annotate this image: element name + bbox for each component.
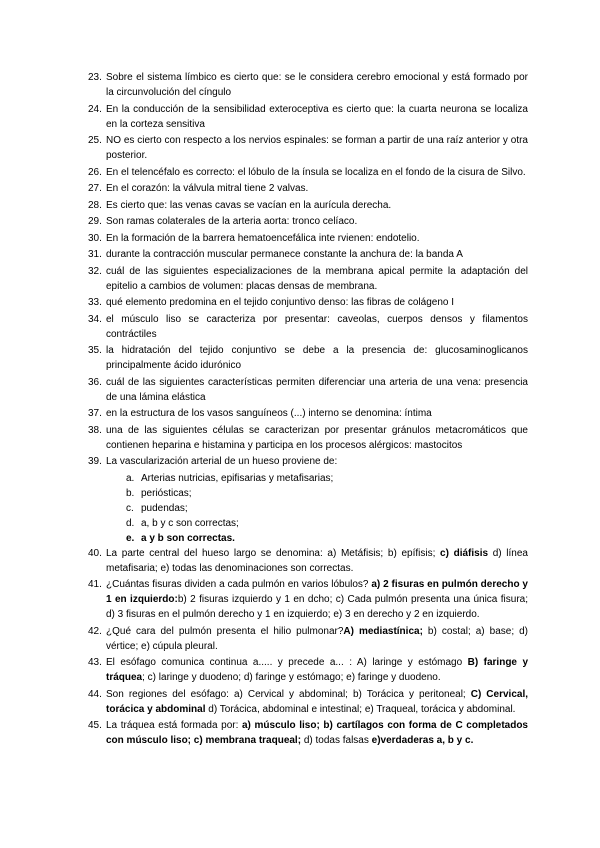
question-32: 32. cuál de las siguientes especializaciones de la membrana apical permite la adaptación del epitelio a cambios de volumen: placas densas de membrana. bbox=[88, 265, 528, 292]
question-33: 33. qué elemento predomina en el tejido conjuntivo denso: las fibras de colágeno I bbox=[88, 297, 455, 308]
question-27: 27. En el corazón: la válvula mitral tiene 2 valvas. bbox=[88, 183, 309, 194]
question-list bbox=[88, 70, 528, 750]
question-29: 29. Son ramas colaterales de la arteria aorta: tronco celíaco. bbox=[88, 216, 358, 227]
question-28: 28. Es cierto que: las venas cavas se vacían en la aurícula derecha. bbox=[88, 199, 392, 211]
question-42: 42. ¿Qué cara del pulmón presenta el hilio pulmonar?A) mediastínica; b) costal; a) base; d) vértice; e) cúpula pleural. bbox=[88, 625, 528, 652]
question-35: 35. la hidratación del tejido conjuntivo se debe a la presencia de: glucosaminoglicanos principalmente ácido idurónico bbox=[88, 345, 528, 371]
question-39: 39. La vascularización arterial de un hueso proviene de: bbox=[88, 456, 338, 467]
question-36: 36. cuál de las siguientes características permiten diferenciar una arteria de una vena: presencia de una lámina elástica bbox=[88, 376, 528, 403]
q39-option-b: b. periósticas; bbox=[126, 487, 192, 499]
question-38: 38. una de las siguientes células se caracterizan por presentar gránulos metacromáticos que contienen heparina e histamina y participa en los procesos alérgicos: mastocitos bbox=[88, 424, 528, 451]
question-45: 45. La tráquea está formada por: a) músculo liso; b) cartílagos con forma de C completados con músculo liso; c) membrana traqueal; d) todas falsas e)verdaderas a, b y c. bbox=[88, 720, 528, 746]
question-44: 44. Son regiones del esófago: a) Cervical y abdominal; b) Torácica y peritoneal; C) Cervical, torácica y abdominal d) Torácica, abdominal e intestinal; e) Traqueal, torácica y abdominal. bbox=[88, 688, 529, 715]
question-30: 30. En la formación de la barrera hematoencefálica inte rvienen: endotelio. bbox=[88, 232, 420, 244]
question-43: 43. El esófago comunica continua a..... y precede a... : A) laringe y estómago B) faringe y tráquea; c) laringe y duodeno; d) faringe y estómago; e) faringe y duodeno. bbox=[88, 657, 529, 683]
question-24: 24. En la conducción de la sensibilidad exteroceptiva es cierto que: la cuarta neurona se localiza en la corteza sensitiva bbox=[88, 103, 528, 130]
q39-option-d: d. a, b y c son correctas; bbox=[126, 517, 239, 529]
question-40: 40. La parte central del hueso largo se denomina: a) Metáfisis; b) epífisis; c) diáfisis d) línea metafisaria; e) todas las denominaciones son correctas. bbox=[88, 547, 528, 574]
question-31: 31. durante la contracción muscular permanece constante la anchura de: la banda A bbox=[88, 249, 463, 260]
question-34: 34. el músculo liso se caracteriza por presentar: caveolas, cuerpos densos y filamentos contráctiles bbox=[88, 313, 528, 340]
question-26: 26. En el telencéfalo es correcto: el lóbulo de la ínsula se localiza en el fondo de la cisura de Silvo. bbox=[88, 166, 526, 178]
question-37: 37. en la estructura de los vasos sanguíneos (...) interno se denomina: íntima bbox=[88, 408, 432, 419]
q39-option-e: e. a y b son correctas. bbox=[126, 532, 235, 544]
q39-option-a: a. Arterias nutricias, epifisarias y metafisarias; bbox=[126, 472, 334, 484]
question-23: 23. Sobre el sistema límbico es cierto que: se le considera cerebro emocional y está formado por la circunvolución del cíngulo bbox=[88, 72, 528, 98]
question-41: 41. ¿Cuántas fisuras dividen a cada pulmón en varios lóbulos? a) 2 fisuras en pulmón derecho y 1 en izquierdo:b) 2 fisuras izquierdo y 1 en dcho; c) Cada pulmón presenta una única fisura; d) 3 fisuras en el pulmón derecho y 1 en izquierdo; e) 3 en derecho y 2 en izquierdo. bbox=[88, 579, 528, 620]
q39-option-c: c. pudendas; bbox=[126, 502, 188, 514]
question-25: 25. NO es cierto con respecto a los nervios espinales: se forman a partir de una raíz anterior y otra posterior. bbox=[88, 135, 528, 161]
